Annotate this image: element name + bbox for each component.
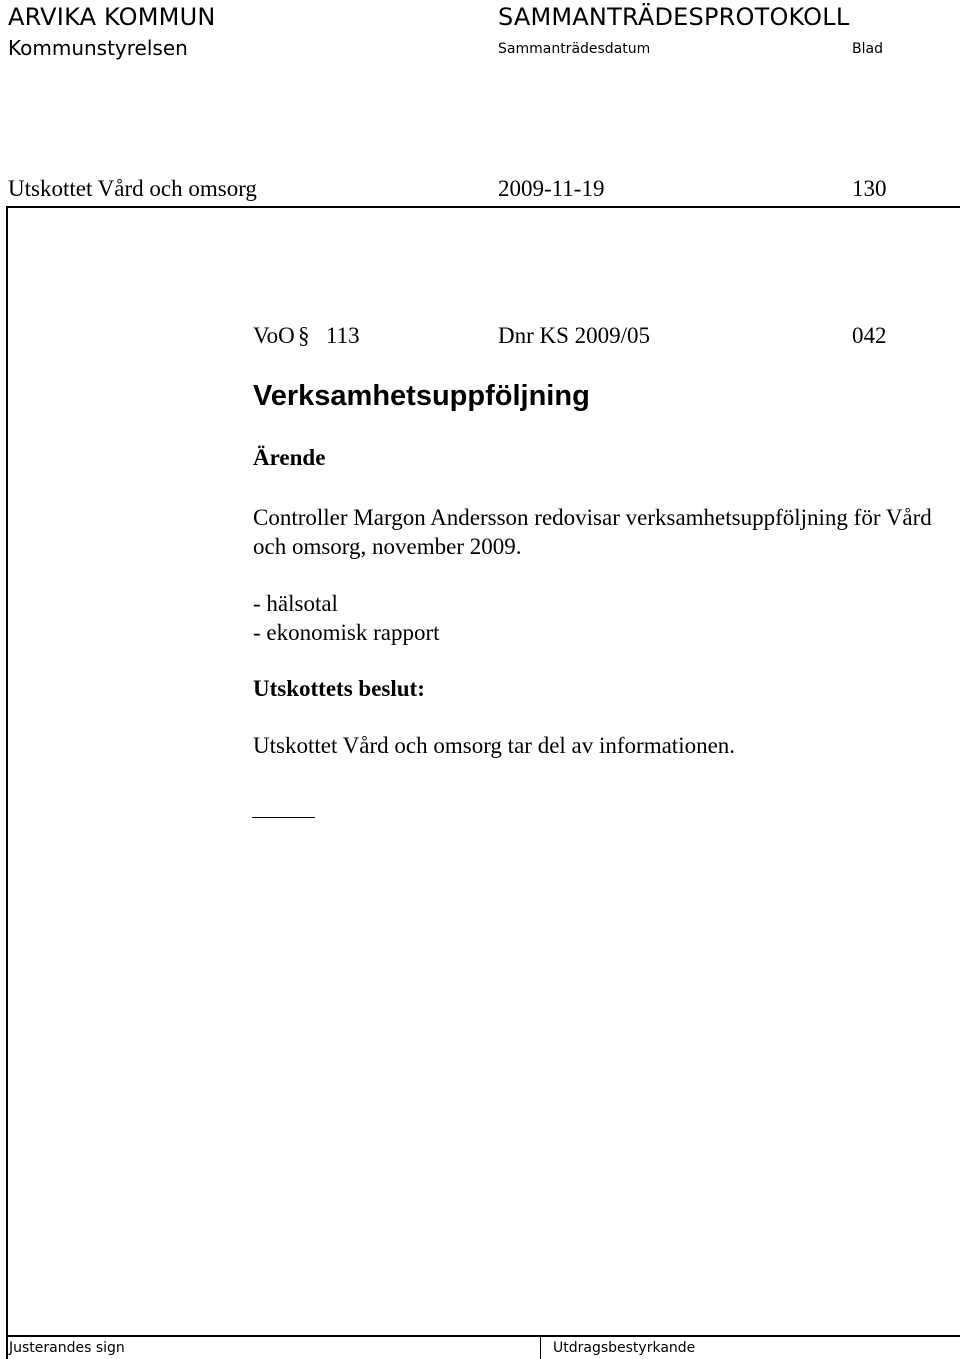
arende-heading: Ärende [253,445,326,470]
arende-text: Controller Margon Andersson redovisar verksamhetsuppföljning för Vård och omsorg, november 2009. [253,505,932,559]
section-mark: § [298,323,310,348]
signature-label: Justerandes sign [9,1340,125,1356]
case-title: Verksamhetsuppföljning [253,380,590,412]
case-ref-prefix: VoO [253,323,295,348]
case-number: 113 [326,323,360,348]
organization-unit: Kommunstyrelsen [8,36,188,60]
page-label: Blad [852,41,883,57]
end-rule [252,817,315,818]
certification-label: Utdragsbestyrkande [553,1340,696,1356]
committee-name: Utskottet Vård och omsorg [8,176,257,201]
page-number: 130 [852,176,887,201]
diary-number: Dnr KS 2009/05 [498,323,651,348]
meeting-date: 2009-11-19 [498,176,605,201]
frame-bottom-line [6,1335,960,1337]
list-item: - hälsotal [253,591,338,616]
organization-name: ARVIKA KOMMUN [8,3,216,31]
diary-number-suffix: 042 [852,323,887,348]
decision-text: Utskottet Vård och omsorg tar del av informationen. [253,733,736,758]
report-list [253,589,440,647]
decision-heading: Utskottets beslut: [253,676,425,701]
frame-top-line [6,206,960,208]
document-type: SAMMANTRÄDESPROTOKOLL [498,3,850,31]
list-item: - ekonomisk rapport [253,620,440,645]
frame-left-line [6,206,8,1359]
footer-divider [540,1336,541,1359]
meeting-date-label: Sammanträdesdatum [498,41,651,57]
